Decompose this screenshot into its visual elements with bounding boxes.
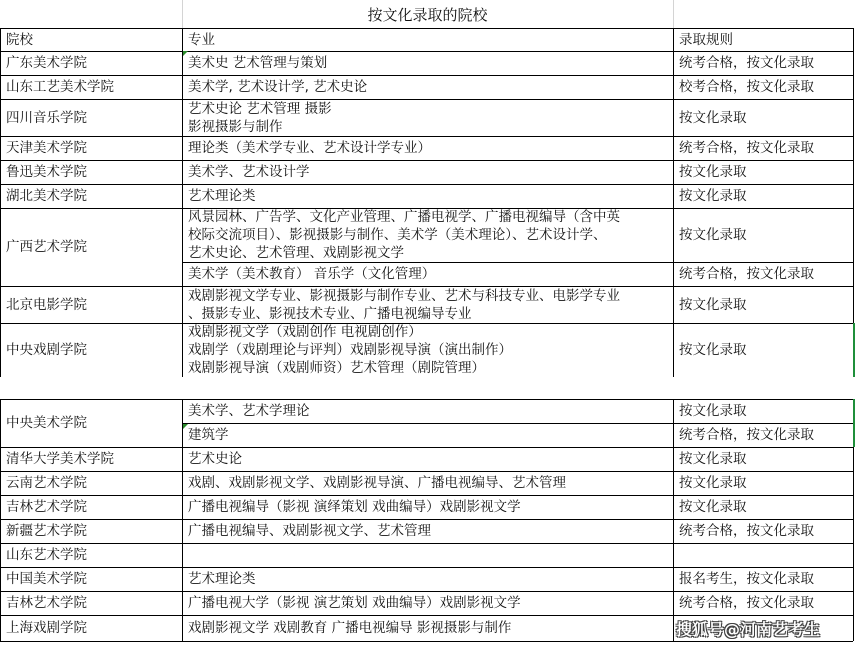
major-cell [182,160,673,184]
major-cell [182,184,673,208]
major-line: 、摄影专业、影视技术专业、广播电视编导专业 [188,305,472,322]
major-line: 戏剧影视文学 戏剧教育 广播电视编导 影视摄影与制作 [188,620,512,636]
rule-cell: 统考合格，按文化录取 [679,595,814,611]
cell-comment-marker [183,424,188,429]
major-line: 戏剧影视文学（戏剧创作 电视剧创作） [188,324,422,340]
row-border [0,28,853,29]
rule-cell: 按文化录取 [679,109,747,126]
major-line: 戏剧影视文学专业、影视摄影与制作专业、艺术与科技专业、电影学专业 [188,287,620,304]
major-cell [182,615,673,641]
major-line: 广播电视编导、戏剧影视文学、艺术管理 [188,523,431,539]
row-border [0,399,853,400]
rule-cell: 统考合格，按文化录取 [679,523,814,539]
column-border [673,399,674,641]
major-cell [182,519,673,543]
rule-cell: 按文化录取 [679,342,747,358]
watermark: 搜狐号@河南艺考生 [676,620,821,639]
rule-cell [673,543,853,567]
school-cell: 清华大学美术学院 [6,451,114,467]
major-cell [182,51,673,75]
header-rule: 录取规则 [679,32,733,48]
selection-edge [853,323,855,377]
major-line: 建筑学 [188,427,229,443]
major-line: 艺术史论、艺术管理、戏剧影视文学 [188,245,404,261]
column-border [182,399,183,641]
major-line: 美术学, 艺术设计学, 艺术史论 [188,79,368,95]
rule-cell: 报名考生，按文化录取 [679,571,814,587]
rule-cell: 按文化录取 [679,499,747,515]
major-line: 艺术理论类 [188,571,256,587]
school-cell: 新疆艺术学院 [6,523,87,539]
school-cell: 山东艺术学院 [6,547,87,563]
major-line: 戏剧学（戏剧理论与评判）戏剧影视导演（演出制作） [188,342,512,358]
major-line: 理论类（美术学专业、艺术设计学专业） [188,140,431,156]
selection-edge [853,399,855,447]
major-cell [182,495,673,519]
header-major: 专业 [188,32,215,48]
school-cell: 云南艺术学院 [6,475,87,491]
column-border [182,28,183,377]
major-line: 美术史 艺术管理与策划 [188,55,328,71]
major-cell [182,262,673,286]
major-cell [182,447,673,471]
rule-cell: 统考合格，按文化录取 [679,427,814,443]
school-cell: 中央戏剧学院 [6,342,87,358]
school-cell: 吉林艺术学院 [6,499,87,515]
major-line: 风景园林、广告学、文化产业管理、广播电视学、广播电视编导（含中英 [188,209,620,225]
major-line: 美术学、艺术学理论 [188,403,310,419]
major-line: 戏剧、戏剧影视文学、戏剧影视导演、广播电视编导、艺术管理 [188,475,566,491]
major-line: 美术学、艺术设计学 [188,164,310,180]
rule-cell: 按文化录取 [679,164,747,180]
school-cell: 北京电影学院 [6,296,87,313]
header-school: 院校 [6,32,33,48]
major-cell [182,471,673,495]
major-line: 广播电视编导（影视 演绎策划 戏曲编导）戏剧影视文学 [188,499,521,515]
column-border [0,399,1,641]
school-cell: 鲁迅美术学院 [6,164,87,180]
rule-cell: 校考合格，按文化录取 [679,79,814,95]
rule-cell: 统考合格，按文化录取 [679,140,814,156]
school-cell: 山东工艺美术学院 [6,79,114,95]
column-border [182,0,183,28]
major-line: 艺术史论 艺术管理 摄影 [188,100,332,117]
rule-cell: 按文化录取 [679,403,747,419]
major-cell [182,543,673,567]
rule-cell: 按文化录取 [679,227,747,243]
rule-cell: 统考合格，按文化录取 [679,266,814,282]
major-cell [182,423,673,447]
major-line: 广播电视大学（影视 演艺策划 戏曲编导）戏剧影视文学 [188,595,521,611]
major-cell [182,136,673,160]
rule-cell: 按文化录取 [679,451,747,467]
major-cell [182,208,673,262]
major-line: 艺术史论 [188,451,242,467]
row-border [0,641,853,642]
table-title: 按文化录取的院校 [367,6,488,24]
school-cell: 湖北美术学院 [6,188,87,204]
rule-cell: 统考合格，按文化录取 [679,55,814,71]
column-border [673,0,674,28]
blank-row [0,377,853,399]
school-cell: 吉林艺术学院 [6,595,87,611]
school-cell: 广东美术学院 [6,55,87,71]
school-cell: 中央美术学院 [6,415,87,431]
rule-cell: 按文化录取 [679,296,747,313]
column-border [0,28,1,377]
rule-cell: 按文化录取 [679,188,747,204]
column-border [673,28,674,377]
school-cell: 广西艺术学院 [6,239,87,255]
major-cell [182,99,673,136]
major-line: 美术学（美术教育） 音乐学（文化管理） [188,266,436,282]
cell-comment-marker [183,51,188,56]
rule-cell: 按文化录取 [679,475,747,491]
major-cell [182,399,673,423]
school-cell: 天津美术学院 [6,140,87,156]
major-cell [182,286,673,323]
major-cell [182,567,673,591]
school-cell: 上海戏剧学院 [6,620,87,636]
major-line: 校际交流项目）、影视摄影与制作、美术学（美术理论）、艺术设计学、 [188,227,607,243]
school-cell: 中国美术学院 [6,571,87,587]
major-line: 戏剧影视导演（戏剧师资）艺术管理（剧院管理） [188,360,485,376]
major-cell [182,75,673,99]
major-line: 艺术理论类 [188,188,256,204]
major-cell [182,323,673,377]
major-line: 影视摄影与制作 [188,118,283,135]
major-cell [182,591,673,615]
school-cell: 四川音乐学院 [6,109,87,126]
